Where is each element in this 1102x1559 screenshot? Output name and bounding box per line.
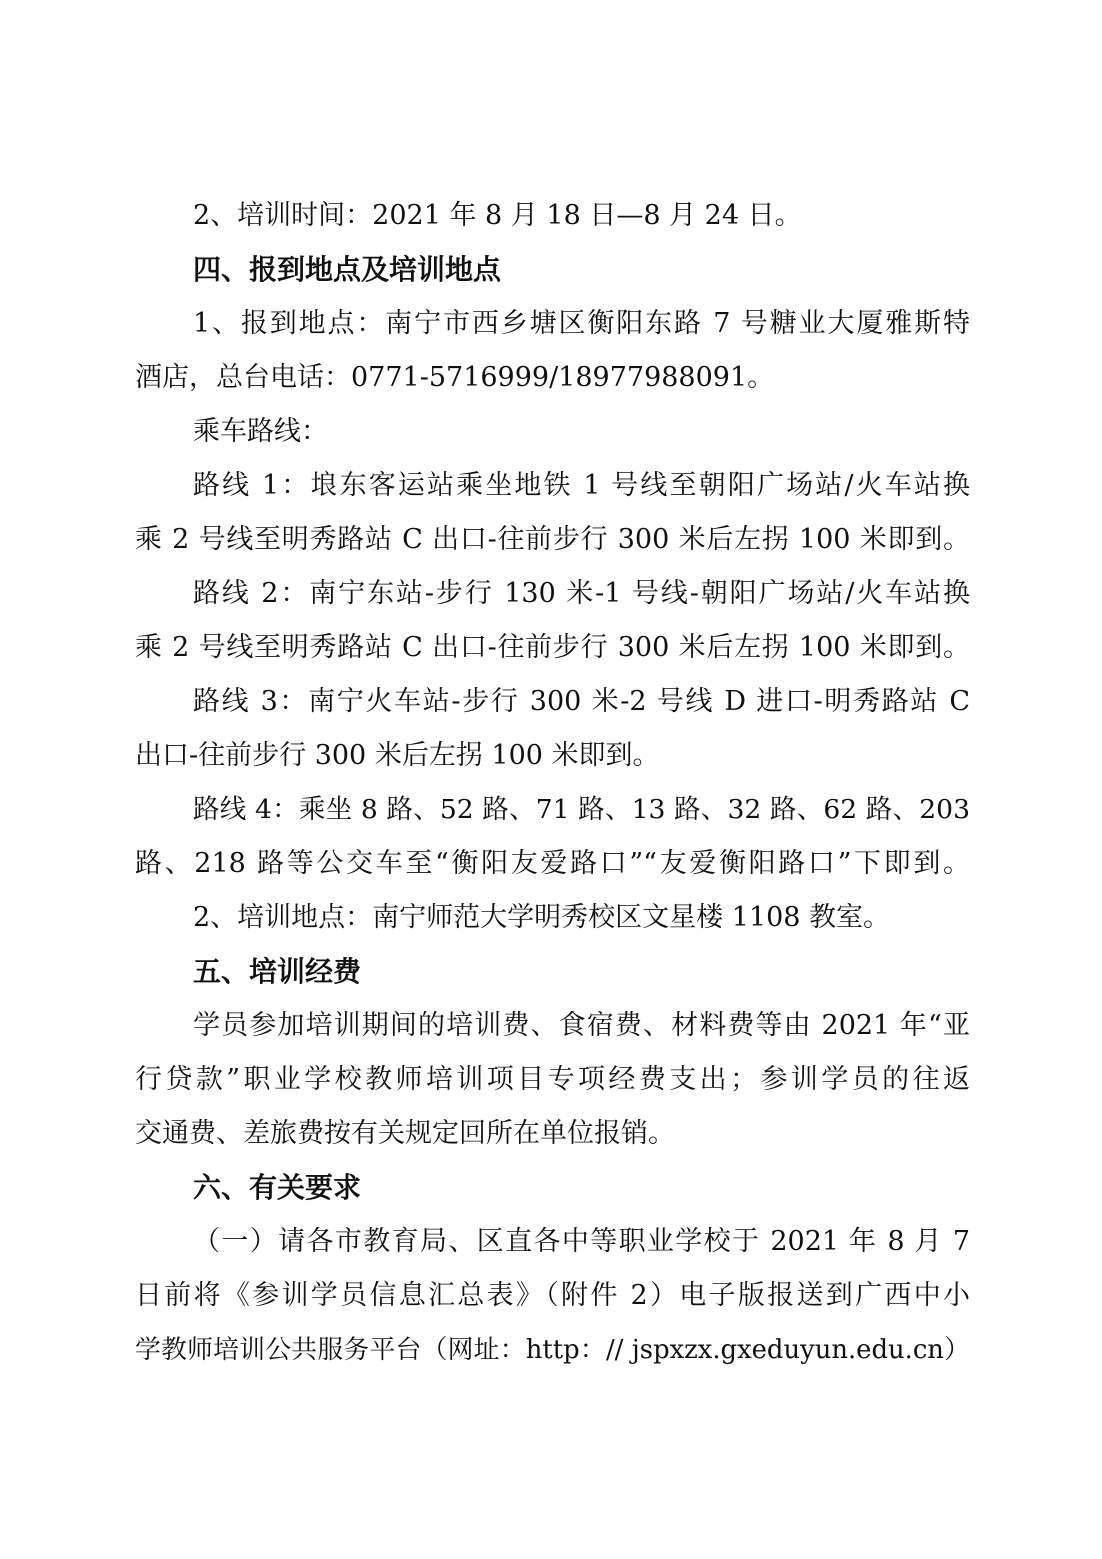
funding-line-cont: 行贷款”职业学校教师培训项目专项经费支出；参训学员的往返 [135,1064,970,1095]
section-heading-6: 六、有关要求 [193,1171,362,1204]
route-2-line: 路线 2：南宁东站-步行 130 米-1 号线-朝阳广场站/火车站换 [193,578,970,609]
training-location-line: 2、培训地点：南宁师范大学明秀校区文星楼 1108 教室。 [193,902,891,933]
training-time-line: 2、培训时间：2021 年 8 月 18 日—8 月 24 日。 [193,200,802,231]
route-title: 乘车路线： [193,416,328,447]
section-heading-5: 五、培训经费 [193,955,362,988]
route-3-line-cont: 出口-往前步行 300 米后左拐 100 米即到。 [135,740,660,771]
registration-location-line: 1、报到地点：南宁市西乡塘区衡阳东路 7 号糖业大厦雅斯特 [193,308,970,339]
requirement-1-line: （一）请各市教育局、区直各中等职业学校于 2021 年 8 月 7 [193,1226,970,1257]
route-1-line-cont: 乘 2 号线至明秀路站 C 出口-往前步行 300 米后左拐 100 米即到。 [135,524,970,555]
route-4-line: 路线 4：乘坐 8 路、52 路、71 路、13 路、32 路、62 路、203 [193,794,970,825]
funding-line: 学员参加培训期间的培训费、食宿费、材料费等由 2021 年“亚 [193,1010,970,1041]
route-1-line: 路线 1：埌东客运站乘坐地铁 1 号线至朝阳广场站/火车站换 [193,470,970,501]
registration-location-line-cont: 酒店，总台电话：0771-5716999/18977988091。 [135,362,775,393]
requirement-1-line-cont-2: 学教师培训公共服务平台（网址：http：// jspxzx.gxeduyun.edu.cn） [135,1335,970,1365]
route-3-line: 路线 3：南宁火车站-步行 300 米-2 号线 D 进口-明秀路站 C [193,686,970,717]
route-2-line-cont: 乘 2 号线至明秀路站 C 出口-往前步行 300 米后左拐 100 米即到。 [135,632,970,663]
section-heading-4: 四、报到地点及培训地点 [193,253,502,286]
route-4-line-cont: 路、218 路等公交车至“衡阳友爱路口”“友爱衡阳路口”下即到。 [135,848,970,879]
funding-line-cont-2: 交通费、差旅费按有关规定回所在单位报销。 [135,1118,675,1149]
document-page [135,189,970,1377]
requirement-1-line-cont: 日前将《参训学员信息汇总表》（附件 2）电子版报送到广西中小 [135,1280,970,1311]
